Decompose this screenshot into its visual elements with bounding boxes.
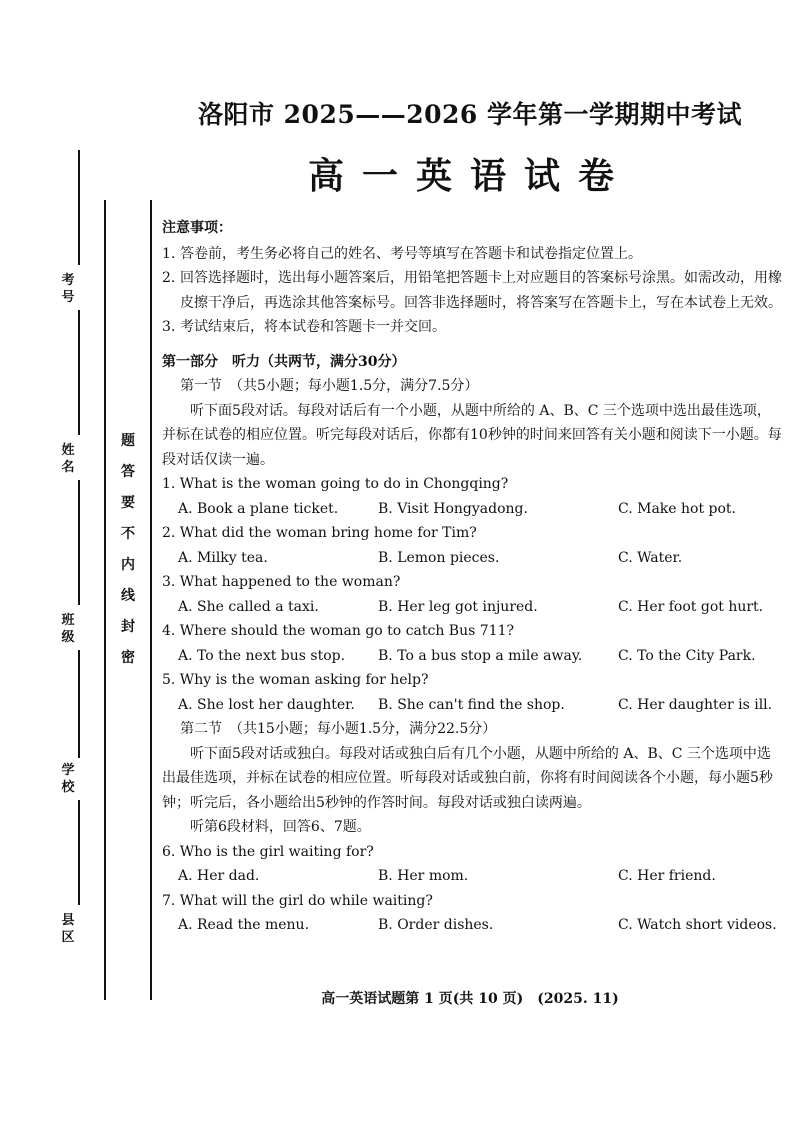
- label-name: 姓名: [61, 443, 75, 475]
- part1-heading: 第一部分 听力（共两节，满分30分）: [162, 353, 406, 370]
- option-b: B. She can't find the shop.: [378, 696, 565, 713]
- option-b: B. Order dishes.: [378, 917, 494, 933]
- section1-instructions: 听下面5段对话。每段对话后有一个小题，从题中所给的 A、B、C 三个选项中选出最佳选项，并标在试卷的相应位置。听完每段对话后，你都有10秒钟的时间来回答有关小题和阅读下一小题。每段对话仅读一遍。: [162, 402, 782, 468]
- question-text: 7. What will the girl do while waiting?: [162, 892, 433, 909]
- page-footer: 高一英语试题第 1 页(共 10 页) (2025. 11): [321, 991, 619, 1007]
- option-b: B. Lemon pieces.: [378, 549, 500, 566]
- option-b: B. Her leg got injured.: [378, 598, 538, 615]
- binding-line-1: [78, 150, 80, 265]
- option-a: A. She lost her daughter.: [178, 696, 355, 713]
- binding-border-outer: [104, 200, 106, 1000]
- binding-line-3: [78, 480, 80, 605]
- option-b: B. Her mom.: [378, 868, 469, 884]
- question-text: 5. Why is the woman asking for help?: [162, 672, 429, 688]
- label-school: 学校: [61, 763, 75, 795]
- question-text: 1. What is the woman going to do in Chongqing?: [162, 476, 509, 492]
- material-note: 听第6段材料，回答6、7题。: [190, 819, 371, 835]
- label-class: 班级: [61, 613, 75, 645]
- question-4: [162, 619, 782, 668]
- option-c: C. Water.: [618, 549, 683, 566]
- question-6: [162, 840, 782, 889]
- label-exam-number: 考号: [61, 273, 75, 305]
- option-a: A. Her dad.: [178, 868, 260, 884]
- option-c: C. Watch short videos.: [618, 917, 777, 933]
- question-text: 6. Who is the girl waiting for?: [162, 843, 374, 860]
- binding-border-inner: [150, 200, 152, 1000]
- section2-instructions: 听下面5段对话或独白。每段对话或独白后有几个小题，从题中所给的 A、B、C 三个选项中选出最佳选项，并标在试卷的相应位置。听每段对话或独白前，你将有时间阅读各个小题，每小题5秒钟；听完后，各小题给出5秒钟的作答时间。每段对话或独白读两遍。: [162, 745, 773, 811]
- section1-heading: 第一节 （共5小题；每小题1.5分，满分7.5分）: [180, 378, 479, 394]
- question-1: [162, 472, 782, 521]
- option-c: C. Make hot pot.: [618, 500, 737, 517]
- note-item: 2. 回答选择题时，选出每小题答案后，用铅笔把答题卡上对应题目的答案标号涂黑。如需改动，用橡皮擦干净后，再选涂其他答案标号。回答非选择题时，将答案写在答题卡上，写在本试卷上无效。: [162, 270, 782, 311]
- exam-content: [162, 216, 782, 938]
- option-c: C. Her foot got hurt.: [618, 598, 764, 615]
- option-c: C. Her friend.: [618, 868, 716, 884]
- option-b: B. Visit Hongyadong.: [378, 500, 528, 517]
- binding-line-2: [78, 310, 80, 435]
- option-b: B. To a bus stop a mile away.: [378, 647, 583, 664]
- binding-line-4: [78, 650, 80, 758]
- option-a: A. She called a taxi.: [178, 598, 319, 615]
- note-item: 3. 考试结束后，将本试卷和答题卡一并交回。: [162, 319, 446, 335]
- option-a: A. To the next bus stop.: [178, 647, 346, 664]
- option-a: A. Milky tea.: [178, 549, 268, 566]
- question-text: 4. Where should the woman go to catch Bus 711?: [162, 623, 514, 639]
- no-answer-zone-notice: 题 答 要 不 内 线 封 密: [121, 433, 135, 666]
- option-c: C. Her daughter is ill.: [618, 696, 773, 713]
- question-text: 3. What happened to the woman?: [162, 574, 401, 590]
- paper-title: 高一英语试卷: [307, 155, 632, 197]
- option-a: A. Read the menu.: [178, 917, 310, 933]
- option-a: A. Book a plane ticket.: [178, 500, 339, 517]
- section2-heading: 第二节 （共15小题；每小题1.5分，满分22.5分）: [180, 721, 497, 737]
- question-2: [162, 521, 782, 570]
- label-district: 县区: [61, 913, 75, 945]
- option-c: C. To the City Park.: [618, 647, 756, 664]
- note-item: 1. 答卷前，考生务必将自己的姓名、考号等填写在答题卡和试卷指定位置上。: [162, 245, 642, 262]
- exam-title: 洛阳市 2025——2026 学年第一学期期中考试: [197, 100, 743, 129]
- binding-line-5: [78, 800, 80, 905]
- question-text: 2. What did the woman bring home for Tim?: [162, 525, 477, 541]
- question-7: [162, 889, 782, 938]
- question-5: [162, 668, 782, 717]
- question-3: [162, 570, 782, 619]
- notes-heading: 注意事项：: [162, 220, 232, 236]
